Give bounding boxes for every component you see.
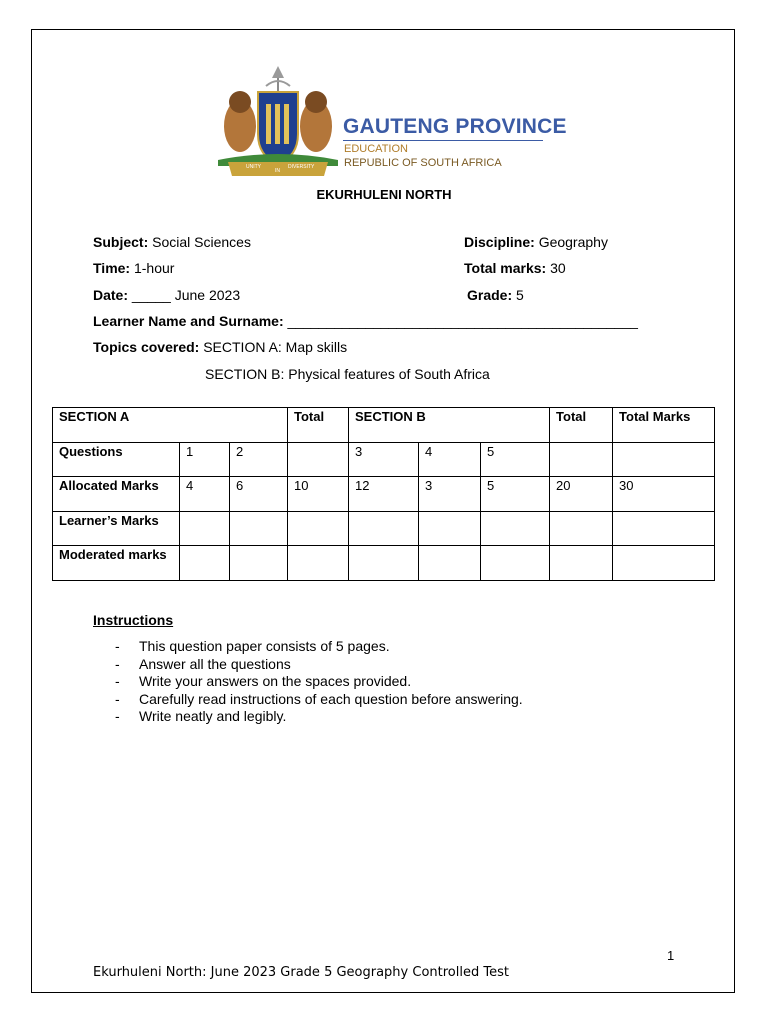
header-section-b: SECTION B bbox=[349, 408, 550, 443]
logo-title: GAUTENG PROVINCE bbox=[343, 115, 567, 138]
grade-line bbox=[467, 287, 524, 303]
input-cell[interactable] bbox=[230, 546, 288, 581]
learner-name-field[interactable]: _____________________________________________ bbox=[287, 313, 638, 329]
topics-section-b: SECTION B: Physical features of South Africa bbox=[205, 366, 490, 382]
learner-name-line bbox=[93, 313, 638, 329]
table-row bbox=[53, 546, 715, 581]
cell: 10 bbox=[288, 477, 349, 512]
learner-name-label: Learner Name and Surname: bbox=[93, 313, 284, 329]
cell: 3 bbox=[419, 477, 481, 512]
cell: 12 bbox=[349, 477, 419, 512]
list-item bbox=[115, 691, 523, 709]
cell: 2 bbox=[230, 443, 288, 477]
input-cell[interactable] bbox=[613, 546, 715, 581]
grade-value: 5 bbox=[516, 287, 524, 303]
input-cell[interactable] bbox=[419, 546, 481, 581]
input-cell[interactable] bbox=[550, 546, 613, 581]
list-item-text: Carefully read instructions of each question before answering. bbox=[139, 690, 523, 707]
logo-subtitle: EDUCATION bbox=[344, 143, 408, 155]
discipline-label: Discipline: bbox=[464, 234, 535, 250]
date-label: Date: bbox=[93, 287, 129, 303]
cell bbox=[613, 443, 715, 477]
table-row bbox=[53, 512, 715, 546]
instructions-list bbox=[115, 638, 523, 726]
total-marks-value: 30 bbox=[550, 260, 566, 276]
ribbon-text-left: UNITY bbox=[246, 164, 261, 170]
ribbon-text-right: DIVERSITY bbox=[288, 164, 315, 170]
header-total-marks: Total Marks bbox=[613, 408, 715, 443]
list-item-text: Answer all the questions bbox=[139, 655, 291, 672]
input-cell[interactable] bbox=[613, 512, 715, 546]
input-cell[interactable] bbox=[419, 512, 481, 546]
cell: 30 bbox=[613, 477, 715, 512]
input-cell[interactable] bbox=[288, 546, 349, 581]
cell: 1 bbox=[180, 443, 230, 477]
input-cell[interactable] bbox=[349, 512, 419, 546]
header-section-a: SECTION A bbox=[53, 408, 288, 443]
header-total-a: Total bbox=[288, 408, 349, 443]
input-cell[interactable] bbox=[550, 512, 613, 546]
row-label-questions: Questions bbox=[53, 443, 180, 477]
cell: 6 bbox=[230, 477, 288, 512]
list-dash: - bbox=[115, 638, 120, 654]
total-marks-label: Total marks: bbox=[464, 260, 547, 276]
page-footer: Ekurhuleni North: June 2023 Grade 5 Geography Controlled Test bbox=[93, 965, 509, 980]
cell: 4 bbox=[180, 477, 230, 512]
input-cell[interactable] bbox=[230, 512, 288, 546]
list-item-text: Write your answers on the spaces provided. bbox=[139, 673, 412, 690]
list-item bbox=[115, 656, 523, 674]
topics-section-a: SECTION A: Map skills bbox=[203, 339, 348, 355]
total-marks-line bbox=[464, 260, 566, 276]
table-row bbox=[53, 408, 715, 443]
grade-label: Grade: bbox=[467, 287, 513, 303]
row-label-moderated: Moderated marks bbox=[53, 546, 180, 581]
subject-label: Subject: bbox=[93, 234, 149, 250]
input-cell[interactable] bbox=[180, 512, 230, 546]
topics-line bbox=[93, 339, 347, 355]
instructions-title: Instructions bbox=[93, 612, 174, 628]
list-item bbox=[115, 638, 523, 656]
input-cell[interactable] bbox=[481, 546, 550, 581]
header-total-b: Total bbox=[550, 408, 613, 443]
list-dash: - bbox=[115, 708, 120, 725]
list-dash: - bbox=[115, 690, 120, 707]
cell: 3 bbox=[349, 443, 419, 477]
subject-line bbox=[93, 234, 251, 250]
list-item-text: Write neatly and legibly. bbox=[139, 708, 287, 725]
cell: 5 bbox=[481, 443, 550, 477]
page-number: 1 bbox=[667, 948, 675, 963]
row-label-learner: Learner’s Marks bbox=[53, 512, 180, 546]
list-dash: - bbox=[115, 655, 120, 672]
date-line bbox=[93, 287, 240, 303]
input-cell[interactable] bbox=[288, 512, 349, 546]
table-row bbox=[53, 443, 715, 477]
logo-country: REPUBLIC OF SOUTH AFRICA bbox=[344, 157, 502, 169]
ribbon-text-mid: IN bbox=[275, 168, 280, 174]
logo-rule bbox=[343, 140, 543, 141]
list-item bbox=[115, 708, 523, 726]
discipline-line bbox=[464, 234, 608, 250]
time-label: Time: bbox=[93, 260, 131, 276]
cell: 5 bbox=[481, 477, 550, 512]
discipline-value: Geography bbox=[538, 234, 608, 250]
list-dash: - bbox=[115, 673, 120, 690]
row-label-allocated: Allocated Marks bbox=[53, 477, 180, 512]
cell bbox=[288, 443, 349, 477]
list-item-text: This question paper consists of 5 pages. bbox=[139, 638, 390, 654]
input-cell[interactable] bbox=[180, 546, 230, 581]
marks-table bbox=[52, 407, 715, 581]
date-value: _____ June 2023 bbox=[131, 287, 241, 303]
table-row bbox=[53, 477, 715, 512]
cell: 20 bbox=[550, 477, 613, 512]
input-cell[interactable] bbox=[349, 546, 419, 581]
time-value: 1-hour bbox=[133, 260, 175, 276]
district-title: EKURHULENI NORTH bbox=[316, 187, 452, 202]
input-cell[interactable] bbox=[481, 512, 550, 546]
time-line bbox=[93, 260, 174, 276]
subject-value: Social Sciences bbox=[152, 234, 251, 250]
topics-label: Topics covered: bbox=[93, 339, 200, 355]
list-item bbox=[115, 673, 523, 691]
cell bbox=[550, 443, 613, 477]
cell: 4 bbox=[419, 443, 481, 477]
